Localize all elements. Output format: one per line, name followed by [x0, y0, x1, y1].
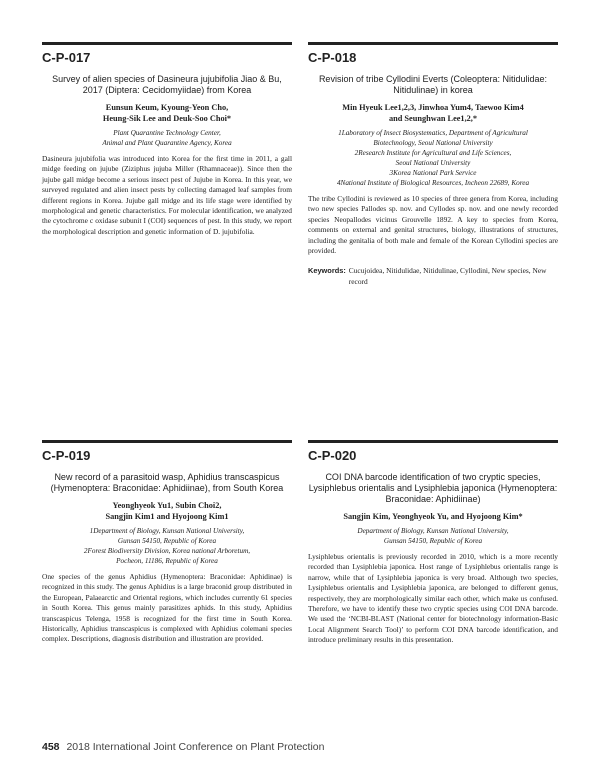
affiliation-line: Department of Biology, Kunsan National University, [357, 527, 509, 535]
section-rule [308, 440, 558, 443]
abstract-authors [42, 500, 292, 522]
affiliation-line: Animal and Plant Quarantine Agency, Korea [102, 139, 232, 147]
abstract-authors [42, 102, 292, 124]
abstract-affiliation [308, 128, 558, 188]
abstract-authors [308, 102, 558, 124]
affiliation-line: 2Forest Biodiversity Division, Korea national Arboretum, [83, 547, 251, 555]
abstract-title: COI DNA barcode identification of two cryptic species, Lysiphlebus orientalis and Lysiphlebia japonica (Hymenoptera: Braconidae: Aphidiinae) [308, 472, 558, 504]
keywords-text: Cucujoidea, Nitidulidae, Nitidulinae, Cyllodini, New species, New record [348, 266, 547, 286]
affiliation-line: 4National Institute of Biological Resources, Incheon 22689, Korea [336, 179, 530, 187]
affiliation-line: 1Laboratory of Insect Biosystematics, Department of Agricultural [338, 129, 528, 137]
page-footer [42, 741, 324, 753]
abstract-authors [308, 511, 558, 522]
abstract-c-p-020 [308, 448, 558, 646]
authors-line: Eunsun Keum, Kyoung-Yeon Cho, [105, 103, 229, 112]
abstract-body: One species of the genus Aphidius (Hymenoptera: Braconidae: Aphidinae) is recognized in this study. The genus Aphidius is a large braconid group distributed in the European, Palaearctic and Oriental regions, which includes currently 61 species in South Korea. This genus mainly parasitizes aphids. In this study, Aphidius transcaspicus Telenga, 1958 is recognized for the first time in South Korea. Historically, Aphidius transcaspicus is complexed with Aphidius colemani species complex. Descriptions, diagnosis distribution and illustration are provided. [42, 572, 292, 644]
footer-text: 2018 International Joint Conference on Plant Protection [66, 741, 325, 753]
section-rule [308, 42, 558, 45]
authors-line: Yeonghyeok Yu1, Subin Choi2, [112, 501, 222, 510]
affiliation-line: 1Department of Biology, Kunsan National University, [89, 527, 245, 535]
authors-line: Heung-Sik Lee and Deuk-Soo Choi* [102, 114, 232, 123]
abstract-affiliation [42, 526, 292, 566]
affiliation-line: 3Korea National Park Service [389, 169, 477, 177]
abstract-title: Revision of tribe Cyllodini Everts (Coleoptera: Nitidulidae: Nitidulinae) in korea [318, 74, 548, 95]
authors-line: Sangjin Kim1 and Hyojoong Kim1 [105, 512, 229, 521]
page-number: 458 [42, 741, 60, 753]
abstract-code: C-P-017 [42, 50, 91, 65]
keywords-label: Keywords: [308, 266, 346, 276]
abstract-body: Dasineura jujubifolia was introduced into Korea for the first time in 2011, a gall midge feeding on jujube (Ziziphus jujuba Miller (Rhamnaceae)). Since then the jujube gall midge become a serious insect pest of Jujube in Korea. In this year, we surveyed regulated and alien insect pests by collecting damaged leaf samples from different regions in Korea. Jujube gall midge and its life stage were identified by morphological and genetic characteristics. For molecular identification, we analyzed the cytochrome c oxidase subunit I (COI) sequences of pest. In this study, we report the morphological description and genetic information of D. jujubifolia. [42, 154, 292, 236]
abstract-c-p-018 [308, 50, 558, 287]
abstract-code: C-P-019 [42, 448, 91, 463]
authors-line: Sangjin Kim, Yeonghyeok Yu, and Hyojoong Kim* [343, 512, 523, 521]
abstract-title: New record of a parasitoid wasp, Aphidius transcaspicus (Hymenoptera: Braconidae: Aphidiinae), from South Korea [50, 472, 284, 493]
affiliation-line: Biotechnology, Seoul National University [373, 139, 493, 147]
abstract-title: Survey of alien species of Dasineura jujubifolia Jiao & Bu, 2017 (Diptera: Cecidomyiidae) from Korea [52, 74, 282, 95]
section-rule [42, 440, 292, 443]
abstract-code: C-P-018 [308, 50, 357, 65]
affiliation-line: Gunsan 54150, Republic of Korea [383, 537, 483, 545]
abstract-body: The tribe Cyllodini is reviewed as 10 species of three genera from Korea, including two new species Pallodes sp. nov. and Cyllodes sp. nov. and one newly recorded species Neopallodes vicinus Grouvelle 1892. A key to species from Korea, comments on external and genital structures, biology, illustrations of structures, including the genitalia of both male and female of the Korean Cyllodini species are provided. [308, 194, 558, 256]
affiliation-line: 2Research Institute for Agricultural and Life Sciences, [354, 149, 512, 157]
abstract-affiliation [42, 128, 292, 148]
authors-line: Min Hyeuk Lee1,2,3, Jinwhoa Yum4, Taewoo Kim4 [342, 103, 524, 112]
abstract-code: C-P-020 [308, 448, 357, 463]
authors-line: and Seunghwan Lee1,2,* [388, 114, 478, 123]
affiliation-line: Seoul National University [395, 159, 471, 167]
affiliation-line: Gunsan 54150, Republic of Korea [117, 537, 217, 545]
abstract-affiliation [308, 526, 558, 546]
abstract-c-p-019 [42, 448, 292, 645]
abstract-keywords [308, 266, 558, 287]
affiliation-line: Plant Quarantine Technology Center, [113, 129, 221, 137]
abstract-body: Lysiphlebus orientalis is previously recorded in 2010, which is a more recently recorded than Lysiphlebia japonica. Host range of Lysiphlebus orientalis range is narrow, while that of Lysiphlebia japonica is very broad. Although two species, Lysiphlebus orientalis and Lysiphlebia japonica, are belonged to different genus, respectively, they are morphologically similar each other, which make us confused. Therefore, we have to identify these two cryptic species using COI DNA barcode. We used the ‘NCBI-BLAST (National center for biotechnology information-Basic Local Alignment Search Tool)’ to perform COI DNA barcode identification, and introduce preliminary results in this presentation. [308, 552, 558, 645]
abstract-c-p-017 [42, 50, 292, 237]
affiliation-line: Pocheon, 11186, Republic of Korea [116, 557, 218, 565]
section-rule [42, 42, 292, 45]
